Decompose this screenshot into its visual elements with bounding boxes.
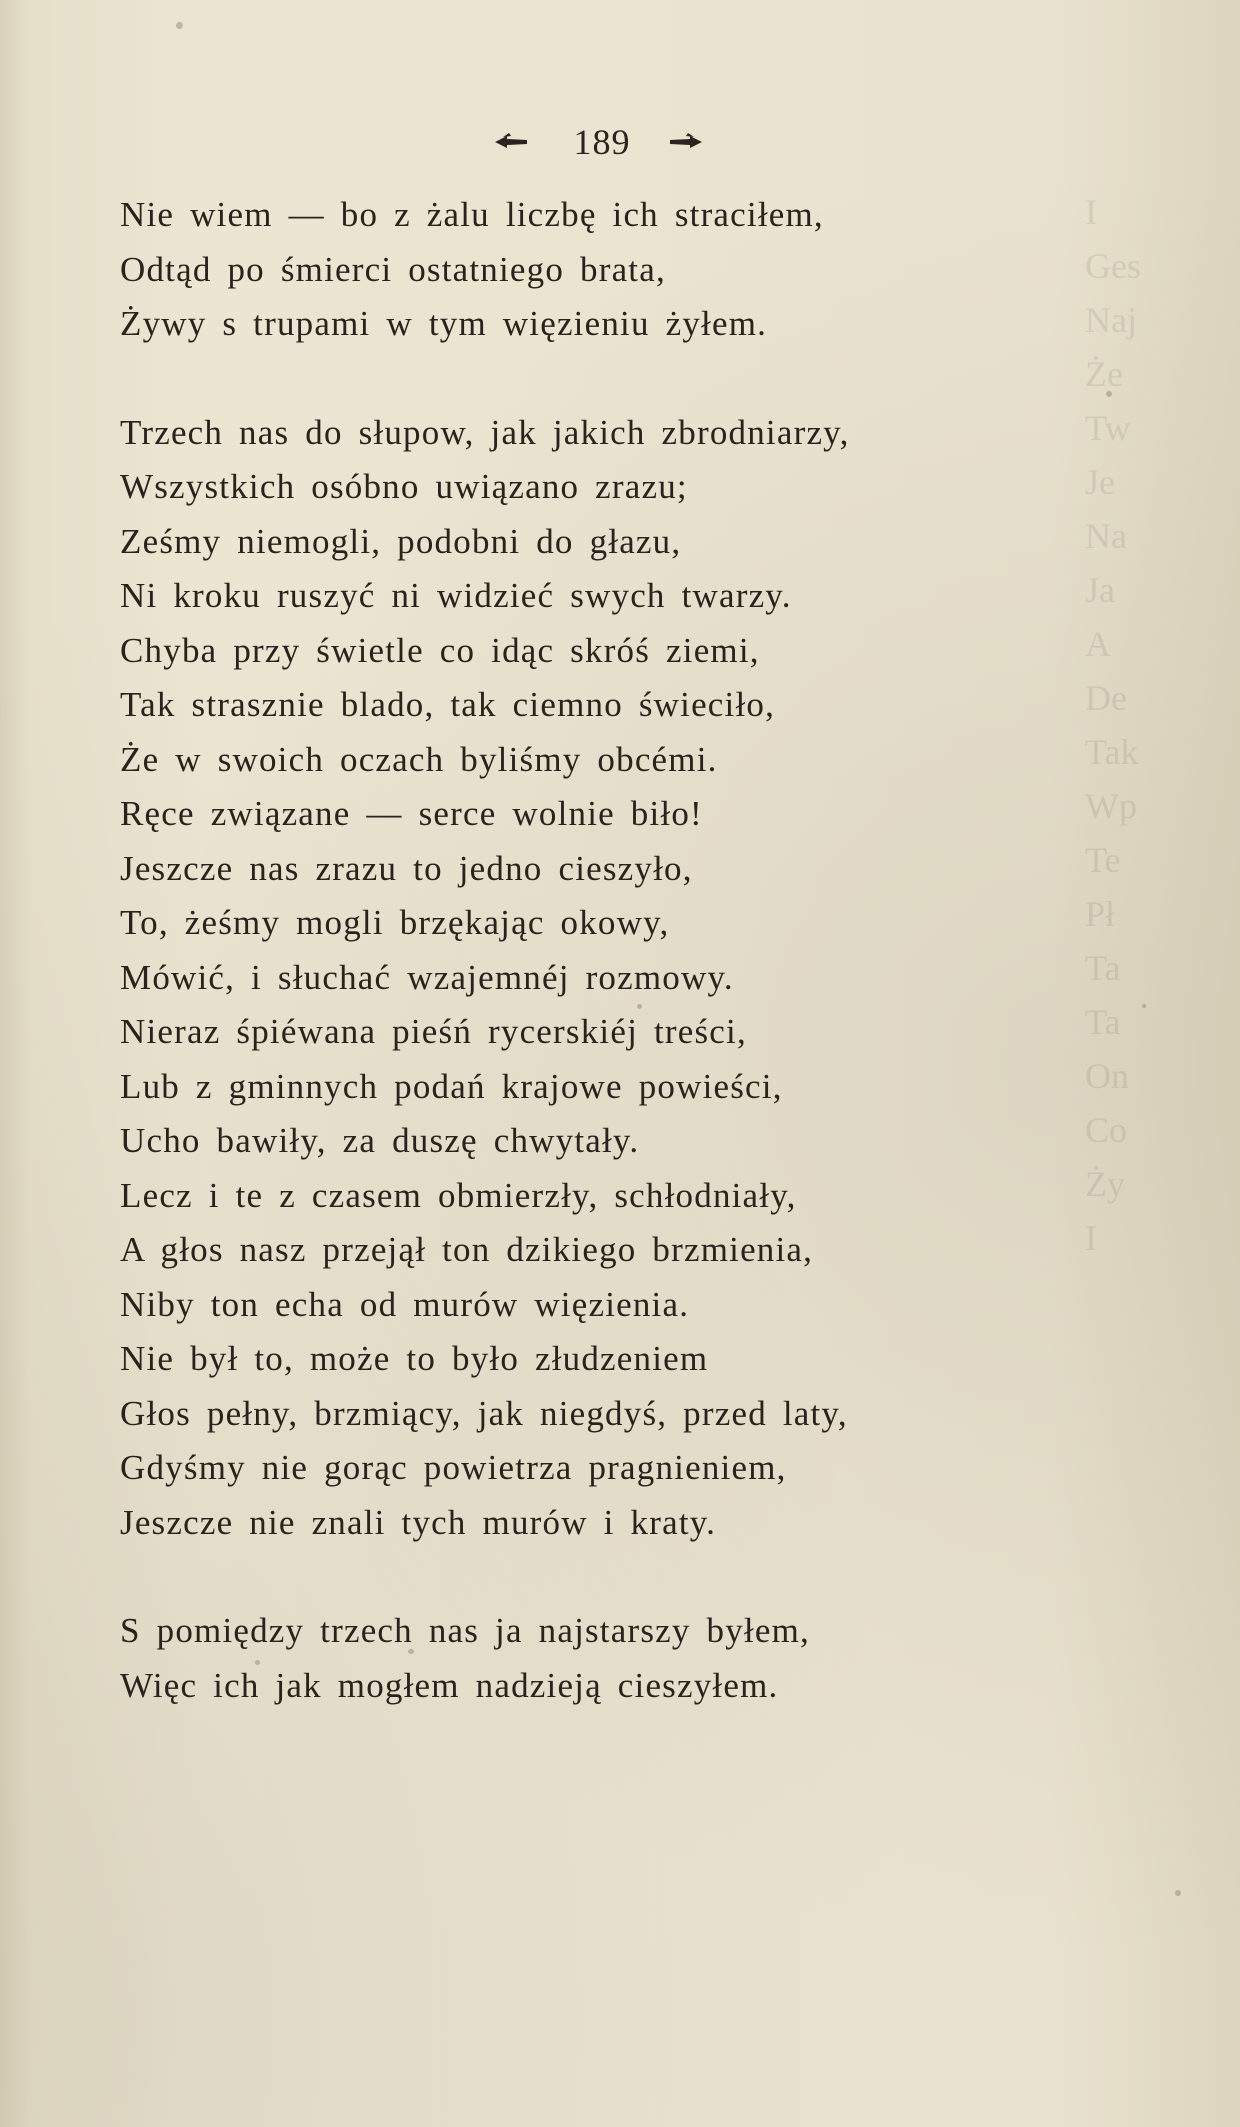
verse-line: Gdyśmy nie gorąc powietrza pragnieniem, — [120, 1448, 787, 1487]
stanza-1 — [120, 188, 1000, 352]
page-header — [0, 117, 1240, 167]
verse-line: Tak strasznie blado, tak ciemno świeciło, — [120, 685, 776, 724]
verse-line: Ucho bawiły, za duszę chwytały. — [120, 1121, 640, 1160]
verse-line: Chyba przy świetle co idąc skróś ziemi, — [120, 630, 760, 670]
verse-line: Ręce związane — serce wolnie biło! — [120, 794, 703, 833]
paper-speck — [1142, 1004, 1146, 1008]
page-number: 189 — [573, 122, 631, 162]
paper-speck — [1175, 1890, 1181, 1896]
verse-line: Że w swoich oczach byliśmy obcémi. — [120, 739, 718, 779]
verse-line: To, żeśmy mogli brzękając okowy, — [120, 903, 670, 942]
verse-line: Jeszcze nie znali tych murów i kraty. — [120, 1502, 717, 1542]
verse-line: S pomiędzy trzech nas ja najstarszy byłem, — [120, 1611, 810, 1650]
left-pointing-hand-ornament — [493, 131, 529, 153]
verse-line: Żywy s trupami w tym więzieniu żyłem. — [120, 304, 768, 343]
verse-line: Wszystkich osóbno uwiązano zrazu; — [120, 467, 688, 506]
verse-line: Nie wiem — bo z żalu liczbę ich straciłem, — [120, 195, 824, 234]
paper-speck — [255, 1660, 260, 1665]
paper-speck — [176, 22, 183, 29]
verse-line: Niby ton echa od murów więzienia. — [120, 1284, 690, 1324]
stanza-3 — [120, 1604, 1000, 1713]
verse-line: Mówić, i słuchać wzajemnéj rozmowy. — [120, 957, 734, 997]
verse-line: Lecz i te z czasem obmierzły, schłodniały, — [120, 1175, 797, 1215]
verse-line: Nie był to, może to było złudzeniem — [120, 1339, 709, 1378]
verse-line: Głos pełny, brzmiący, jak niegdyś, przed laty, — [120, 1393, 848, 1433]
stanza-2 — [120, 406, 1000, 1551]
verse-line: Trzech nas do słupow, jak jakich zbrodniarzy, — [120, 412, 850, 452]
bleed-through-text: I Ges Naj Że Tw Je Na Ja A De Tak Wp Te Pł Ta Ta On Co Ży I — [1085, 192, 1141, 1258]
paper-speck — [408, 1649, 414, 1654]
verse-line: Lub z gminnych podań krajowe powieści, — [120, 1066, 783, 1106]
paper-speck — [637, 1004, 642, 1009]
right-pointing-hand-ornament — [668, 131, 704, 153]
verse-line: Ześmy niemogli, podobni do głazu, — [120, 521, 682, 561]
verse-line: Ni kroku ruszyć ni widzieć swych twarzy. — [120, 576, 792, 615]
verse-line: A głos nasz przejął ton dzikiego brzmienia, — [120, 1230, 814, 1269]
verse-line: Więc ich jak mogłem nadzieją cieszyłem. — [120, 1665, 779, 1705]
verse-line: Jeszcze nas zrazu to jedno cieszyło, — [120, 848, 693, 888]
verse-line: Odtąd po śmierci ostatniego brata, — [120, 249, 666, 289]
paper-speck — [1106, 391, 1112, 397]
poem-text — [120, 188, 1000, 1713]
verse-line: Nieraz śpiéwana pieśń rycerskiéj treści, — [120, 1012, 747, 1051]
